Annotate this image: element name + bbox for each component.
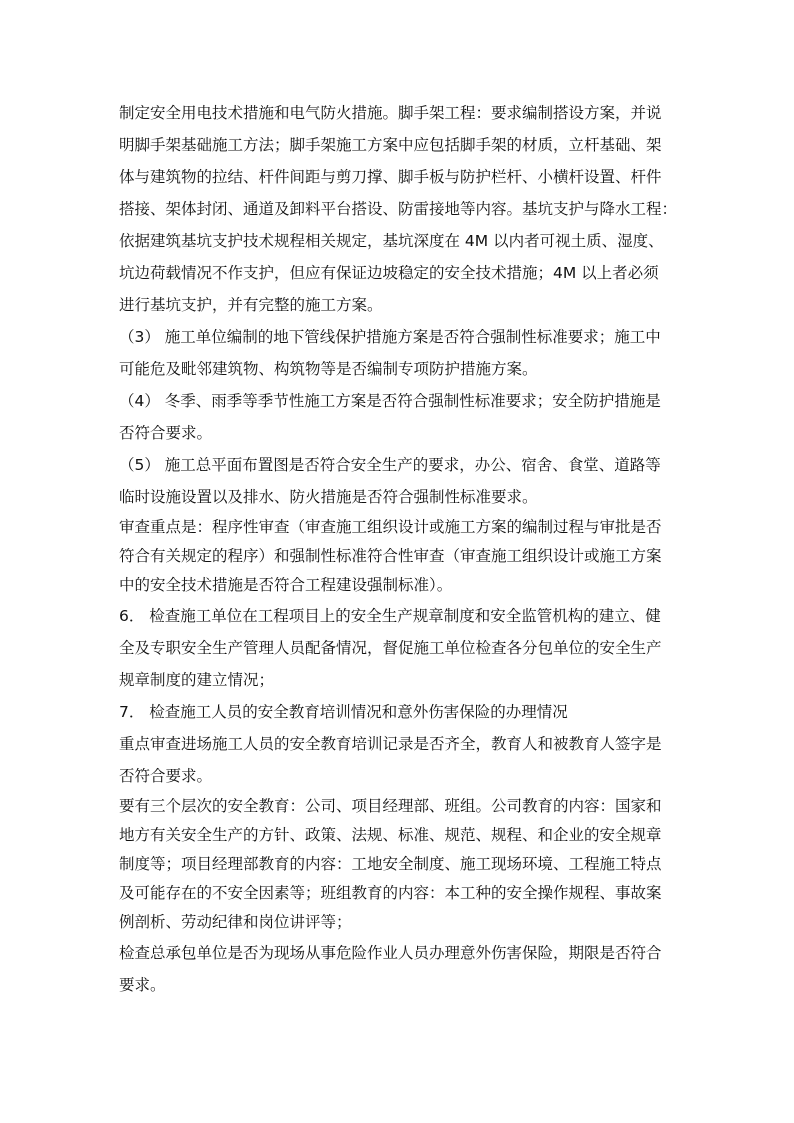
paragraph [119, 97, 679, 321]
paragraph [119, 600, 679, 696]
text-line: 制定安全用电技术措施和电气防火措施。脚手架工程：要求编制搭设方案，并说 [119, 104, 662, 122]
text-line: 制度等；项目经理部教育的内容：工地安全制度、施工现场环境、工程施工特点 [119, 855, 662, 873]
paragraph [119, 513, 679, 600]
text-line: 明脚手架基础施工方法；脚手架施工方案中应包括脚手架的材质，立杆基础、架 [119, 136, 662, 154]
paragraph [119, 321, 679, 385]
text-line: 例剖析、劳动纪律和岗位讲评等； [119, 913, 352, 931]
text-line: 重点审查进场施工人员的安全教育培训记录是否齐全，教育人和被教育人签字是 [119, 735, 662, 753]
text-line: 规章制度的建立情况； [119, 671, 275, 689]
paragraph [119, 696, 679, 728]
text-line: 6． 检查施工单位在工程项目上的安全生产规章制度和安全监管机构的建立、健 [119, 607, 661, 625]
text-line: 地方有关安全生产的方针、政策、法规、标准、规范、规程、和企业的安全规章 [119, 826, 662, 844]
document-body [119, 97, 679, 1001]
text-line: 审查重点是：程序性审查（审查施工组织设计或施工方案的编制过程与审批是否 [119, 518, 662, 536]
text-line: 及可能存在的不安全因素等；班组教育的内容：本工种的安全操作规程、事故案 [119, 884, 662, 902]
text-line: 临时设施设置以及排水、防火措施是否符合强制性标准要求。 [119, 488, 538, 506]
text-line: （4） 冬季、雨季等季节性施工方案是否符合强制性标准要求；安全防护措施是 [119, 392, 661, 410]
text-line: 可能危及毗邻建筑物、构筑物等是否编制专项防护措施方案。 [119, 360, 538, 378]
text-line: 要有三个层次的安全教育：公司、项目经理部、班组。公司教育的内容：国家和 [119, 797, 662, 815]
paragraph [119, 385, 679, 449]
text-line: 中的安全技术措施是否符合工程建设强制标准）。 [119, 576, 453, 594]
text-line: 要求。 [119, 976, 166, 994]
text-line: 7． 检查施工人员的安全教育培训情况和意外伤害保险的办理情况 [119, 703, 568, 721]
paragraph [119, 792, 679, 937]
text-line: （5） 施工总平面布置图是否符合安全生产的要求，办公、宿舍、食堂、道路等 [119, 456, 661, 474]
text-line: 依据建筑基坑支护技术规程相关规定，基坑深度在 4M 以内者可视土质、湿度、 [119, 232, 664, 250]
text-line: 全及专职安全生产管理人员配备情况，督促施工单位检查各分包单位的安全生产 [119, 639, 662, 657]
text-line: 符合有关规定的程序）和强制性标准符合性审查（审查施工组织设计或施工方案 [119, 547, 662, 565]
text-line: 检查总承包单位是否为现场从事危险作业人员办理意外伤害保险，期限是否符合 [119, 944, 662, 962]
text-line: 否符合要求。 [119, 767, 213, 785]
paragraph [119, 937, 679, 1001]
text-line: 否符合要求。 [119, 424, 213, 442]
text-line: 体与建筑物的拉结、杆件间距与剪刀撑、脚手板与防护栏杆、小横杆设置、杆件 [119, 168, 662, 186]
text-line: （3） 施工单位编制的地下管线保护措施方案是否符合强制性标准要求；施工中 [119, 328, 661, 346]
text-line: 坑边荷载情况不作支护，但应有保证边坡稳定的安全技术措施；4M 以上者必须 [119, 264, 659, 282]
paragraph [119, 728, 679, 792]
paragraph [119, 449, 679, 513]
text-line: 进行基坑支护，并有完整的施工方案。 [119, 296, 383, 314]
text-line: 搭接、架体封闭、通道及卸料平台搭设、防雷接地等内容。基坑支护与降水工程： [119, 200, 678, 218]
